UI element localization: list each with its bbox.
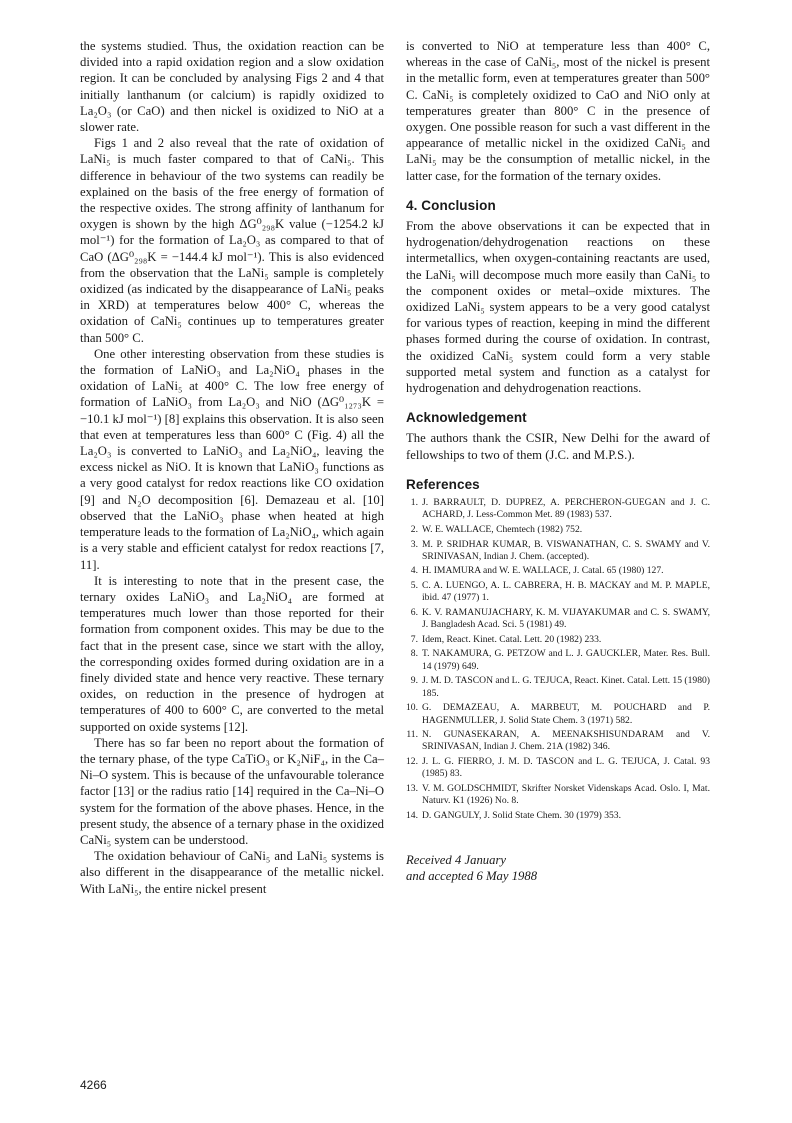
references-heading: References: [406, 476, 480, 492]
reference-text: J. M. D. TASCON and L. G. TEJUCA, React. Kinet. Catal. Lett. 15 (1980) 185.: [422, 675, 710, 699]
reference-text: H. IMAMURA and W. E. WALLACE, J. Catal. 65 (1980) 127.: [422, 565, 664, 577]
received-dates: [406, 852, 710, 884]
reference-number: 10.: [406, 702, 418, 714]
left-column: [80, 38, 384, 897]
paragraph: the systems studied. Thus, the oxidation reaction can be divided into a rapid oxidation region and a slow oxidation region. It can be concluded by analysing Figs 2 and 4 that initially lanthanum (or calcium) is rapidly oxidized to La₂O₃ (or CaO) and then nickel is oxidized to NiO at a slower rate.: [80, 39, 384, 135]
paragraph: One other interesting observation from these studies is the formation of LaNiO₃ and La₂NiO₄ phases in the oxidation of LaNi₅ at 400° C. The low free energy of formation of LaNiO₃ from La₂O₃ and NiO (ΔG⁰₁₂₇₃K = −10.1 kJ mol⁻¹) [8] explains this observation. It is also seen that even at temperatures less than 600° C (Fig. 4) all the La₂O₃ is converted to LaNiO₃ and La₂NiO₄, leaving the excess nickel as NiO. It is known that LaNiO₃ functions as a very good catalyst for redox reactions like CO oxidation [9] and N₂O decomposition [6]. Demazeau et al. [10] observed that the LaNiO₃ phase when heated at high temperature leads to the formation of La₂NiO₄, which again is a very stable and efficient catalyst for redox reactions [7, 11].: [80, 346, 384, 572]
reference-item: [406, 565, 710, 577]
reference-text: D. GANGULY, J. Solid State Chem. 30 (1979) 353.: [422, 809, 621, 821]
reference-number: 11.: [406, 729, 418, 741]
reference-text: N. GUNASEKARAN, A. MEENAKSHISUNDARAM and V. SRINIVASAN, Indian J. Chem. 21A (1982) 346.: [422, 729, 710, 753]
reference-text: J. BARRAULT, D. DUPREZ, A. PERCHERON-GUEGAN and J. C. ACHARD, J. Less-Common Met. 89 (1983) 537.: [422, 497, 710, 521]
reference-number: 13.: [406, 782, 418, 794]
accepted-line: and accepted 6 May 1988: [406, 869, 538, 884]
reference-text: T. NAKAMURA, G. PETZOW and L. J. GAUCKLER, Mater. Res. Bull. 14 (1979) 649.: [422, 648, 710, 672]
reference-text: W. E. WALLACE, Chemtech (1982) 752.: [422, 523, 583, 535]
right-column: [406, 38, 710, 884]
paragraph: There has so far been no report about the formation of the ternary phase, of the type CaTiO₃ or K₂NiF₄, in the Ca–Ni–O system. This is because of the unfavourable tolerance factor [13] or the radius ratio [14] required in the Ca–Ni–O system for the formation of the above phases. Hence, in the present study, the absence of a ternary phase in the oxidized CaNi₅ system can be understood.: [80, 735, 384, 847]
paragraph: It is interesting to note that in the present case, the ternary oxides LaNiO₃ and La₂NiO₄ are formed at temperatures much lower than those reported for their formation from component oxides. This may be due to the fact that in the present case, since we start with the alloy, the corresponding oxides formed during oxidation are in a finely divided state and hence very reactive. These ternary oxides, on reduction in the presence of hydrogen at temperatures of 400 to 600° C, are converted to the metal supported on oxide systems [12].: [80, 573, 384, 734]
reference-item: [406, 702, 710, 727]
reference-number: 7.: [410, 633, 418, 645]
reference-item: [406, 580, 710, 605]
acknowledgement-text: The authors thank the CSIR, New Delhi for the award of fellowships to two of them (J.C. and M.P.S.).: [406, 431, 710, 462]
reference-number: 3.: [410, 538, 418, 550]
reference-number: 14.: [406, 809, 418, 821]
reference-item: [406, 783, 710, 808]
reference-list: [406, 497, 710, 822]
reference-text: G. DEMAZEAU, A. MARBEUT, M. POUCHARD and P. HAGENMULLER, J. Solid State Chem. 3 (1971) 582.: [422, 702, 710, 726]
reference-item: [406, 756, 710, 781]
reference-text: V. M. GOLDSCHMIDT, Skrifter Norsket Videnskaps Acad. Oslo. I, Mat. Naturv. K1 (1926) No. 8.: [422, 782, 710, 807]
reference-number: 12.: [406, 755, 418, 767]
acknowledgement-heading: Acknowledgement: [406, 410, 527, 426]
paragraph: Figs 1 and 2 also reveal that the rate of oxidation of LaNi₅ is much faster compared to that of CaNi₅. This difference in behaviour of the two systems can readily be explained on the basis of the free energy of formation of the respective oxides. The strong affinity of lanthanum for oxygen is shown by the high ΔG⁰₂₉₈K value (−1254.2 kJ mol⁻¹) for the formation of La₂O₃ as compared to that of CaO (ΔG⁰₂₉₈K = −144.4 kJ mol⁻¹). This is also evidenced from the observation that the LaNi₅ sample is completely oxidized (as indicated by the disappearance of LaNi₅ peaks in XRD) at temperatures below 400° C, whereas the oxidation of CaNi₅ continues up to temperatures greater than 500° C.: [80, 136, 384, 345]
paragraph: is converted to NiO at temperature less than 400° C, whereas in the case of CaNi₅, most of the nickel is present in the metallic form, even at temperatures greater than 500° C. CaNi₅ is completely oxidized to CaO and NiO only at temperatures greater than 800° C in the presence of oxygen. One possible reason for such a vast different in the appearance of metallic nickel in the oxidized CaNi₅ and LaNi₅ may be the consumption of metallic nickel, in the latter case, for the formation of the ternary oxides.: [406, 39, 710, 183]
received-line: Received 4 January: [406, 853, 507, 868]
conclusion-heading: 4. Conclusion: [406, 197, 496, 213]
reference-item: [406, 539, 710, 564]
page-number: 4266: [80, 1078, 107, 1092]
reference-text: K. V. RAMANUJACHARY, K. M. VIJAYAKUMAR and C. S. SWAMY, J. Bangladesh Acad. Sci. 5 (1981) 49.: [422, 606, 710, 631]
reference-number: 2.: [410, 523, 418, 535]
reference-item: [406, 810, 710, 822]
reference-text: Idem, React. Kinet. Catal. Lett. 20 (1982) 233.: [422, 633, 602, 645]
reference-number: 4.: [410, 565, 418, 577]
reference-number: 1.: [410, 497, 418, 509]
reference-item: [406, 634, 710, 646]
reference-text: C. A. LUENGO, A. L. CABRERA, H. B. MACKAY and M. P. MAPLE, ibid. 47 (1977) 1.: [422, 580, 710, 604]
reference-item: [406, 729, 710, 754]
reference-number: 9.: [410, 675, 418, 687]
reference-number: 5.: [410, 580, 418, 592]
reference-number: 6.: [410, 606, 418, 618]
reference-item: [406, 648, 710, 673]
reference-item: [406, 524, 710, 536]
reference-item: [406, 607, 710, 632]
reference-text: J. L. G. FIERRO, J. M. D. TASCON and L. G. TEJUCA, J. Catal. 93 (1985) 83.: [422, 755, 710, 780]
reference-item: [406, 497, 710, 522]
paragraph: The oxidation behaviour of CaNi₅ and LaNi₅ systems is also different in the disappearance of the metallic nickel. With LaNi₅, the entire nickel present: [80, 849, 384, 896]
reference-text: M. P. SRIDHAR KUMAR, B. VISWANATHAN, C. S. SWAMY and V. SRINIVASAN, Indian J. Chem. (accepted).: [422, 538, 710, 562]
reference-item: [406, 675, 710, 700]
conclusion-text: From the above observations it can be expected that in hydrogenation/dehydrogenation reactions on these intermetallics, when oxygen-containing reactants are used, the LaNi₅ will decompose much more easily than CaNi₅ to the component oxides or metal–oxide mixtures. The oxidized LaNi₅ system appears to be a very good catalyst for various types of reaction, keeping in mind the different phases formed during the course of oxidation. In contrast, the oxidized CaNi₅ system could form a very stable supported metal system and function as a catalyst for hydrogenation and dehydrogenation reactions.: [406, 219, 710, 396]
reference-number: 8.: [410, 648, 418, 660]
